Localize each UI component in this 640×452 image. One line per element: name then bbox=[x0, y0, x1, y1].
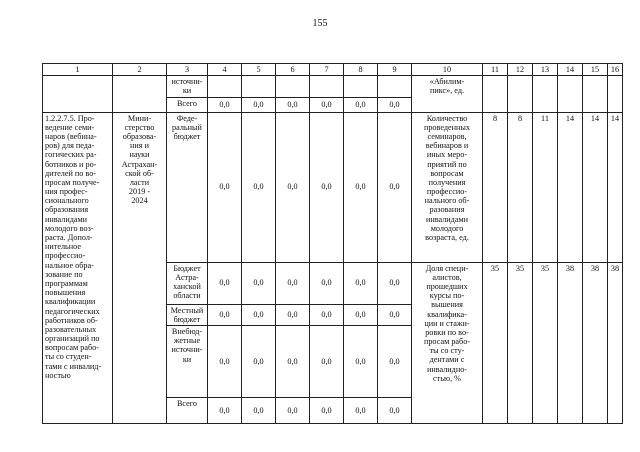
target-cell: 35 bbox=[483, 262, 508, 423]
target-cell bbox=[533, 76, 558, 112]
executor-cell: Мини- стерство образова- ния и науки Астрахан- ской об- ласти 2019 - 2024 bbox=[113, 112, 167, 423]
value-cell: 0,0 bbox=[344, 397, 378, 423]
target-cell bbox=[508, 76, 533, 112]
value-cell: 0,0 bbox=[310, 304, 344, 325]
value-cell: 0,0 bbox=[242, 262, 276, 304]
value-cell bbox=[378, 76, 412, 97]
value-cell: 0,0 bbox=[276, 397, 310, 423]
value-cell: 0,0 bbox=[310, 112, 344, 262]
value-cell bbox=[310, 76, 344, 97]
value-cell: 0,0 bbox=[378, 304, 412, 325]
source-cell: Всего bbox=[167, 397, 208, 423]
col-num-9: 9 bbox=[378, 64, 412, 76]
target-cell: 35 bbox=[508, 262, 533, 423]
value-cell: 0,0 bbox=[208, 304, 242, 325]
source-cell: Местный бюджет bbox=[167, 304, 208, 325]
target-cell: 38 bbox=[558, 262, 583, 423]
value-cell: 0,0 bbox=[208, 397, 242, 423]
value-cell bbox=[344, 76, 378, 97]
source-cell: Бюджет Астра- ханской области bbox=[167, 262, 208, 304]
target-cell: 35 bbox=[533, 262, 558, 423]
value-cell: 0,0 bbox=[276, 97, 310, 112]
table-row bbox=[43, 76, 623, 97]
col-num-1: 1 bbox=[43, 64, 113, 76]
target-cell: 14 bbox=[558, 112, 583, 262]
col-num-16: 16 bbox=[608, 64, 623, 76]
source-cell: источни- ки bbox=[167, 76, 208, 97]
value-cell bbox=[208, 76, 242, 97]
value-cell: 0,0 bbox=[276, 262, 310, 304]
value-cell: 0,0 bbox=[378, 112, 412, 262]
target-cell bbox=[483, 76, 508, 112]
col-num-3: 3 bbox=[167, 64, 208, 76]
source-cell: Внебюд- жетные источни- ки bbox=[167, 325, 208, 397]
value-cell: 0,0 bbox=[242, 112, 276, 262]
item-title-cell: 1.2.2.7.5. Про- ведение семи- наров (вебина- ров) для педа- гогических ра- ботников и ро- дителей по во- просам получе- ния профес- сионального образования инвалидами молодого воз- раста. Допол- нительное профессио- нальное обра- зование по программам повышения квалификации педагогических работников об- разовательных организаций по вопросам рабо- ты со студен- тами с инвалид- ностью bbox=[43, 112, 113, 423]
value-cell: 0,0 bbox=[242, 304, 276, 325]
value-cell: 0,0 bbox=[378, 325, 412, 397]
col-num-15: 15 bbox=[583, 64, 608, 76]
target-cell: 38 bbox=[583, 262, 608, 423]
indicator-cell: Доля специ- алистов, прошедших курсы по- вышения квалифика- ции и стажи- ровки по во- просам рабо- ты со сту- дентами с инвалидно- стью, % bbox=[412, 262, 483, 423]
value-cell: 0,0 bbox=[344, 304, 378, 325]
target-cell: 8 bbox=[508, 112, 533, 262]
col-num-4: 4 bbox=[208, 64, 242, 76]
target-cell bbox=[558, 76, 583, 112]
value-cell: 0,0 bbox=[344, 325, 378, 397]
value-cell: 0,0 bbox=[208, 112, 242, 262]
value-cell: 0,0 bbox=[378, 97, 412, 112]
value-cell: 0,0 bbox=[378, 397, 412, 423]
indicator-cell: Количество проведенных семинаров, вебинаров и иных меро- приятий по вопросам получения профессио- нального об- разования инвалидами молодого возраста, ед. bbox=[412, 112, 483, 262]
target-cell: 8 bbox=[483, 112, 508, 262]
value-cell: 0,0 bbox=[310, 397, 344, 423]
value-cell: 0,0 bbox=[242, 97, 276, 112]
col-num-13: 13 bbox=[533, 64, 558, 76]
value-cell: 0,0 bbox=[378, 262, 412, 304]
value-cell: 0,0 bbox=[344, 112, 378, 262]
col-num-10: 10 bbox=[412, 64, 483, 76]
col-num-2: 2 bbox=[113, 64, 167, 76]
value-cell: 0,0 bbox=[208, 97, 242, 112]
value-cell: 0,0 bbox=[310, 262, 344, 304]
col-num-14: 14 bbox=[558, 64, 583, 76]
target-cell bbox=[583, 76, 608, 112]
source-cell: Всего bbox=[167, 97, 208, 112]
value-cell: 0,0 bbox=[310, 97, 344, 112]
cont-cell-2 bbox=[113, 76, 167, 112]
value-cell bbox=[242, 76, 276, 97]
col-num-11: 11 bbox=[483, 64, 508, 76]
page-number: 155 bbox=[312, 18, 328, 29]
col-num-6: 6 bbox=[276, 64, 310, 76]
value-cell: 0,0 bbox=[344, 262, 378, 304]
cont-cell-1 bbox=[43, 76, 113, 112]
target-cell: 38 bbox=[608, 262, 623, 423]
value-cell: 0,0 bbox=[344, 97, 378, 112]
col-num-7: 7 bbox=[310, 64, 344, 76]
target-cell: 14 bbox=[583, 112, 608, 262]
value-cell: 0,0 bbox=[242, 325, 276, 397]
col-num-12: 12 bbox=[508, 64, 533, 76]
col-num-8: 8 bbox=[344, 64, 378, 76]
value-cell bbox=[276, 76, 310, 97]
target-cell: 11 bbox=[533, 112, 558, 262]
indicator-cell: «Абилим- пикс», ед. bbox=[412, 76, 483, 112]
value-cell: 0,0 bbox=[276, 304, 310, 325]
table-row bbox=[43, 112, 623, 262]
value-cell: 0,0 bbox=[208, 325, 242, 397]
value-cell: 0,0 bbox=[276, 325, 310, 397]
col-num-5: 5 bbox=[242, 64, 276, 76]
value-cell: 0,0 bbox=[208, 262, 242, 304]
target-cell: 14 bbox=[608, 112, 623, 262]
value-cell: 0,0 bbox=[310, 325, 344, 397]
source-cell: Феде- ральный бюджет bbox=[167, 112, 208, 262]
column-number-row bbox=[43, 64, 623, 76]
program-table bbox=[42, 63, 623, 424]
value-cell: 0,0 bbox=[276, 112, 310, 262]
value-cell: 0,0 bbox=[242, 397, 276, 423]
target-cell bbox=[608, 76, 623, 112]
